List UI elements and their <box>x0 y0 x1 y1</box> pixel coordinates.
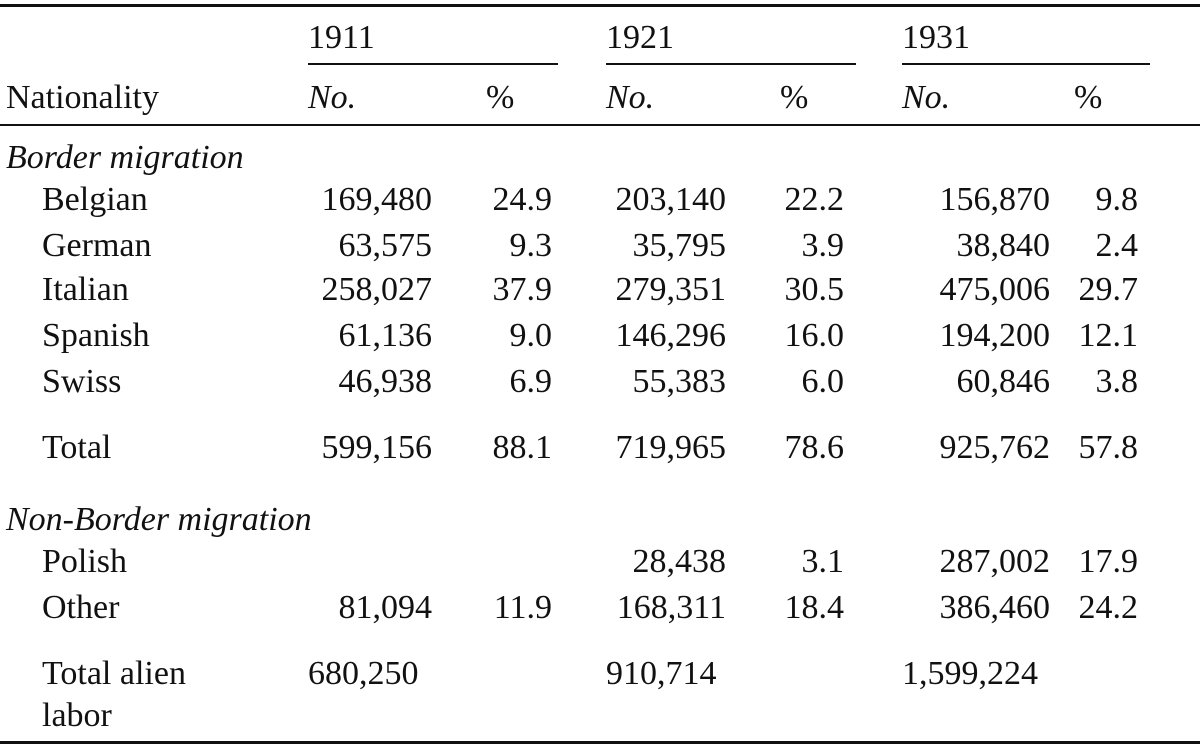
cell-total-alien-1931-no: 1,599,224 <box>902 655 1038 692</box>
cell-spanish-1921-pct: 16.0 <box>784 317 844 354</box>
cell-total-alien-1921-no: 910,714 <box>606 655 717 692</box>
table-bottom-rule <box>0 741 1200 744</box>
cell-german-1921-pct: 3.9 <box>801 227 844 264</box>
cell-total-1931-no: 925,762 <box>939 429 1050 466</box>
cell-other-1931-no: 386,460 <box>939 589 1050 626</box>
cell-german-1931-no: 38,840 <box>956 227 1050 264</box>
cell-total-alien-1911-no: 680,250 <box>308 655 419 692</box>
cell-other-1931-pct: 24.2 <box>1078 589 1138 626</box>
cell-swiss-1911-no: 46,938 <box>338 363 432 400</box>
row-label-belgian: Belgian <box>42 181 148 218</box>
no-1921-header: No. <box>606 79 655 116</box>
cell-polish-1931-no: 287,002 <box>939 543 1050 580</box>
cell-spanish-1921-no: 146,296 <box>615 317 726 354</box>
row-label-spanish: Spanish <box>42 317 150 354</box>
year-1921-rule <box>606 63 856 65</box>
year-1911-heading: 1911 <box>308 19 375 56</box>
cell-swiss-1931-no: 60,846 <box>956 363 1050 400</box>
cell-polish-1931-pct: 17.9 <box>1078 543 1138 580</box>
no-1911-header: No. <box>308 79 357 116</box>
cell-german-1931-pct: 2.4 <box>1095 227 1138 264</box>
pct-1921-header: % <box>780 79 809 116</box>
pct-1911-header: % <box>486 79 515 116</box>
cell-german-1911-no: 63,575 <box>338 227 432 264</box>
cell-total-1911-pct: 88.1 <box>492 429 552 466</box>
pct-1931-header: % <box>1074 79 1103 116</box>
cell-polish-1921-no: 28,438 <box>632 543 726 580</box>
year-1911-rule <box>308 63 558 65</box>
cell-spanish-1931-no: 194,200 <box>939 317 1050 354</box>
year-1921-heading: 1921 <box>606 19 674 56</box>
cell-german-1911-pct: 9.3 <box>509 227 552 264</box>
cell-italian-1911-pct: 37.9 <box>492 271 552 308</box>
nationality-column-header: Nationality <box>6 79 159 116</box>
row-label-italian: Italian <box>42 271 129 308</box>
cell-other-1921-pct: 18.4 <box>784 589 844 626</box>
cell-spanish-1911-pct: 9.0 <box>509 317 552 354</box>
cell-belgian-1921-no: 203,140 <box>615 181 726 218</box>
row-label-german: German <box>42 227 152 264</box>
cell-belgian-1931-pct: 9.8 <box>1095 181 1138 218</box>
cell-total-1921-no: 719,965 <box>615 429 726 466</box>
row-label-other: Other <box>42 589 120 626</box>
cell-other-1921-no: 168,311 <box>616 589 726 626</box>
cell-spanish-1931-pct: 12.1 <box>1078 317 1138 354</box>
cell-swiss-1921-no: 55,383 <box>632 363 726 400</box>
cell-swiss-1911-pct: 6.9 <box>509 363 552 400</box>
section-heading-non-border: Non-Border migration <box>6 501 312 538</box>
cell-belgian-1911-no: 169,480 <box>321 181 432 218</box>
cell-belgian-1911-pct: 24.9 <box>492 181 552 218</box>
cell-italian-1931-no: 475,006 <box>939 271 1050 308</box>
row-label-total-alien-labor-line1: Total alien <box>42 655 186 692</box>
cell-italian-1921-pct: 30.5 <box>784 271 844 308</box>
cell-german-1921-no: 35,795 <box>632 227 726 264</box>
cell-italian-1921-no: 279,351 <box>615 271 726 308</box>
cell-belgian-1921-pct: 22.2 <box>784 181 844 218</box>
row-label-total: Total <box>42 429 112 466</box>
row-label-polish: Polish <box>42 543 128 580</box>
cell-total-1921-pct: 78.6 <box>784 429 844 466</box>
cell-swiss-1931-pct: 3.8 <box>1095 363 1138 400</box>
section-heading-border: Border migration <box>6 139 244 176</box>
row-label-swiss: Swiss <box>42 363 122 400</box>
cell-total-1931-pct: 57.8 <box>1078 429 1138 466</box>
row-label-total-alien-labor-line2: labor <box>42 697 112 734</box>
cell-belgian-1931-no: 156,870 <box>939 181 1050 218</box>
cell-total-1911-no: 599,156 <box>321 429 432 466</box>
no-1931-header: No. <box>902 79 951 116</box>
year-1931-heading: 1931 <box>902 19 970 56</box>
cell-italian-1931-pct: 29.7 <box>1078 271 1138 308</box>
year-1931-rule <box>902 63 1150 65</box>
cell-polish-1921-pct: 3.1 <box>801 543 844 580</box>
cell-other-1911-no: 81,094 <box>338 589 432 626</box>
cell-italian-1911-no: 258,027 <box>321 271 432 308</box>
cell-spanish-1911-no: 61,136 <box>338 317 432 354</box>
table-top-rule <box>0 4 1200 7</box>
table-header-rule <box>0 124 1200 126</box>
cell-swiss-1921-pct: 6.0 <box>801 363 844 400</box>
cell-other-1911-pct: 11.9 <box>493 589 552 626</box>
